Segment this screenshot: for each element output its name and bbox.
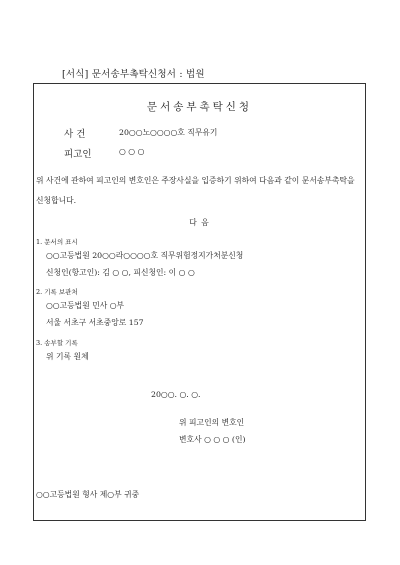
document-date: 20○○. ○. ○.: [151, 390, 201, 399]
reasons-title: 다 음: [189, 218, 210, 227]
addressee: ○○고등법원 형사 제○부 귀중: [36, 490, 140, 499]
section-heading-storage: 2. 기록 보관처: [36, 288, 78, 296]
signer-name: 변호사 ○ ○ ○ (인): [179, 435, 246, 444]
case-value: 20○○노○○○○호 직무유기: [119, 128, 218, 137]
section-heading-records: 3. 송부할 기록: [36, 339, 78, 347]
section-line: ○○고등법원 20○○라○○○○호 직무위험정지가처분신청: [46, 251, 244, 260]
case-label: 사 건: [64, 129, 86, 140]
section-heading-document: 1. 문서의 표시: [36, 238, 78, 246]
defendant-label: 피고인: [64, 149, 92, 160]
signer-title: 위 피고인의 변호인: [179, 418, 245, 427]
form-caption: [서식] 문서송부촉탁신청서 : 법원: [62, 69, 205, 80]
section-line: ○○고등법원 민사 ○부: [46, 301, 125, 310]
request-paragraph: 위 사건에 관하여 피고인의 변호인은 주장사실을 입증하기 위하여 다음과 같이 문서송부촉탁을 신청합니다.: [36, 176, 355, 205]
section-line: 서울 서초구 서초중앙로 157: [46, 318, 144, 327]
section-line: 신청인(항고인): 김 ○ ○, 피신청인: 이 ○ ○: [46, 268, 195, 277]
section-line: 위 기록 원체: [46, 352, 89, 361]
defendant-value: ○ ○ ○: [119, 147, 145, 156]
document-title: 문서송부촉탁신청: [146, 101, 253, 113]
document-frame: [33, 83, 366, 521]
